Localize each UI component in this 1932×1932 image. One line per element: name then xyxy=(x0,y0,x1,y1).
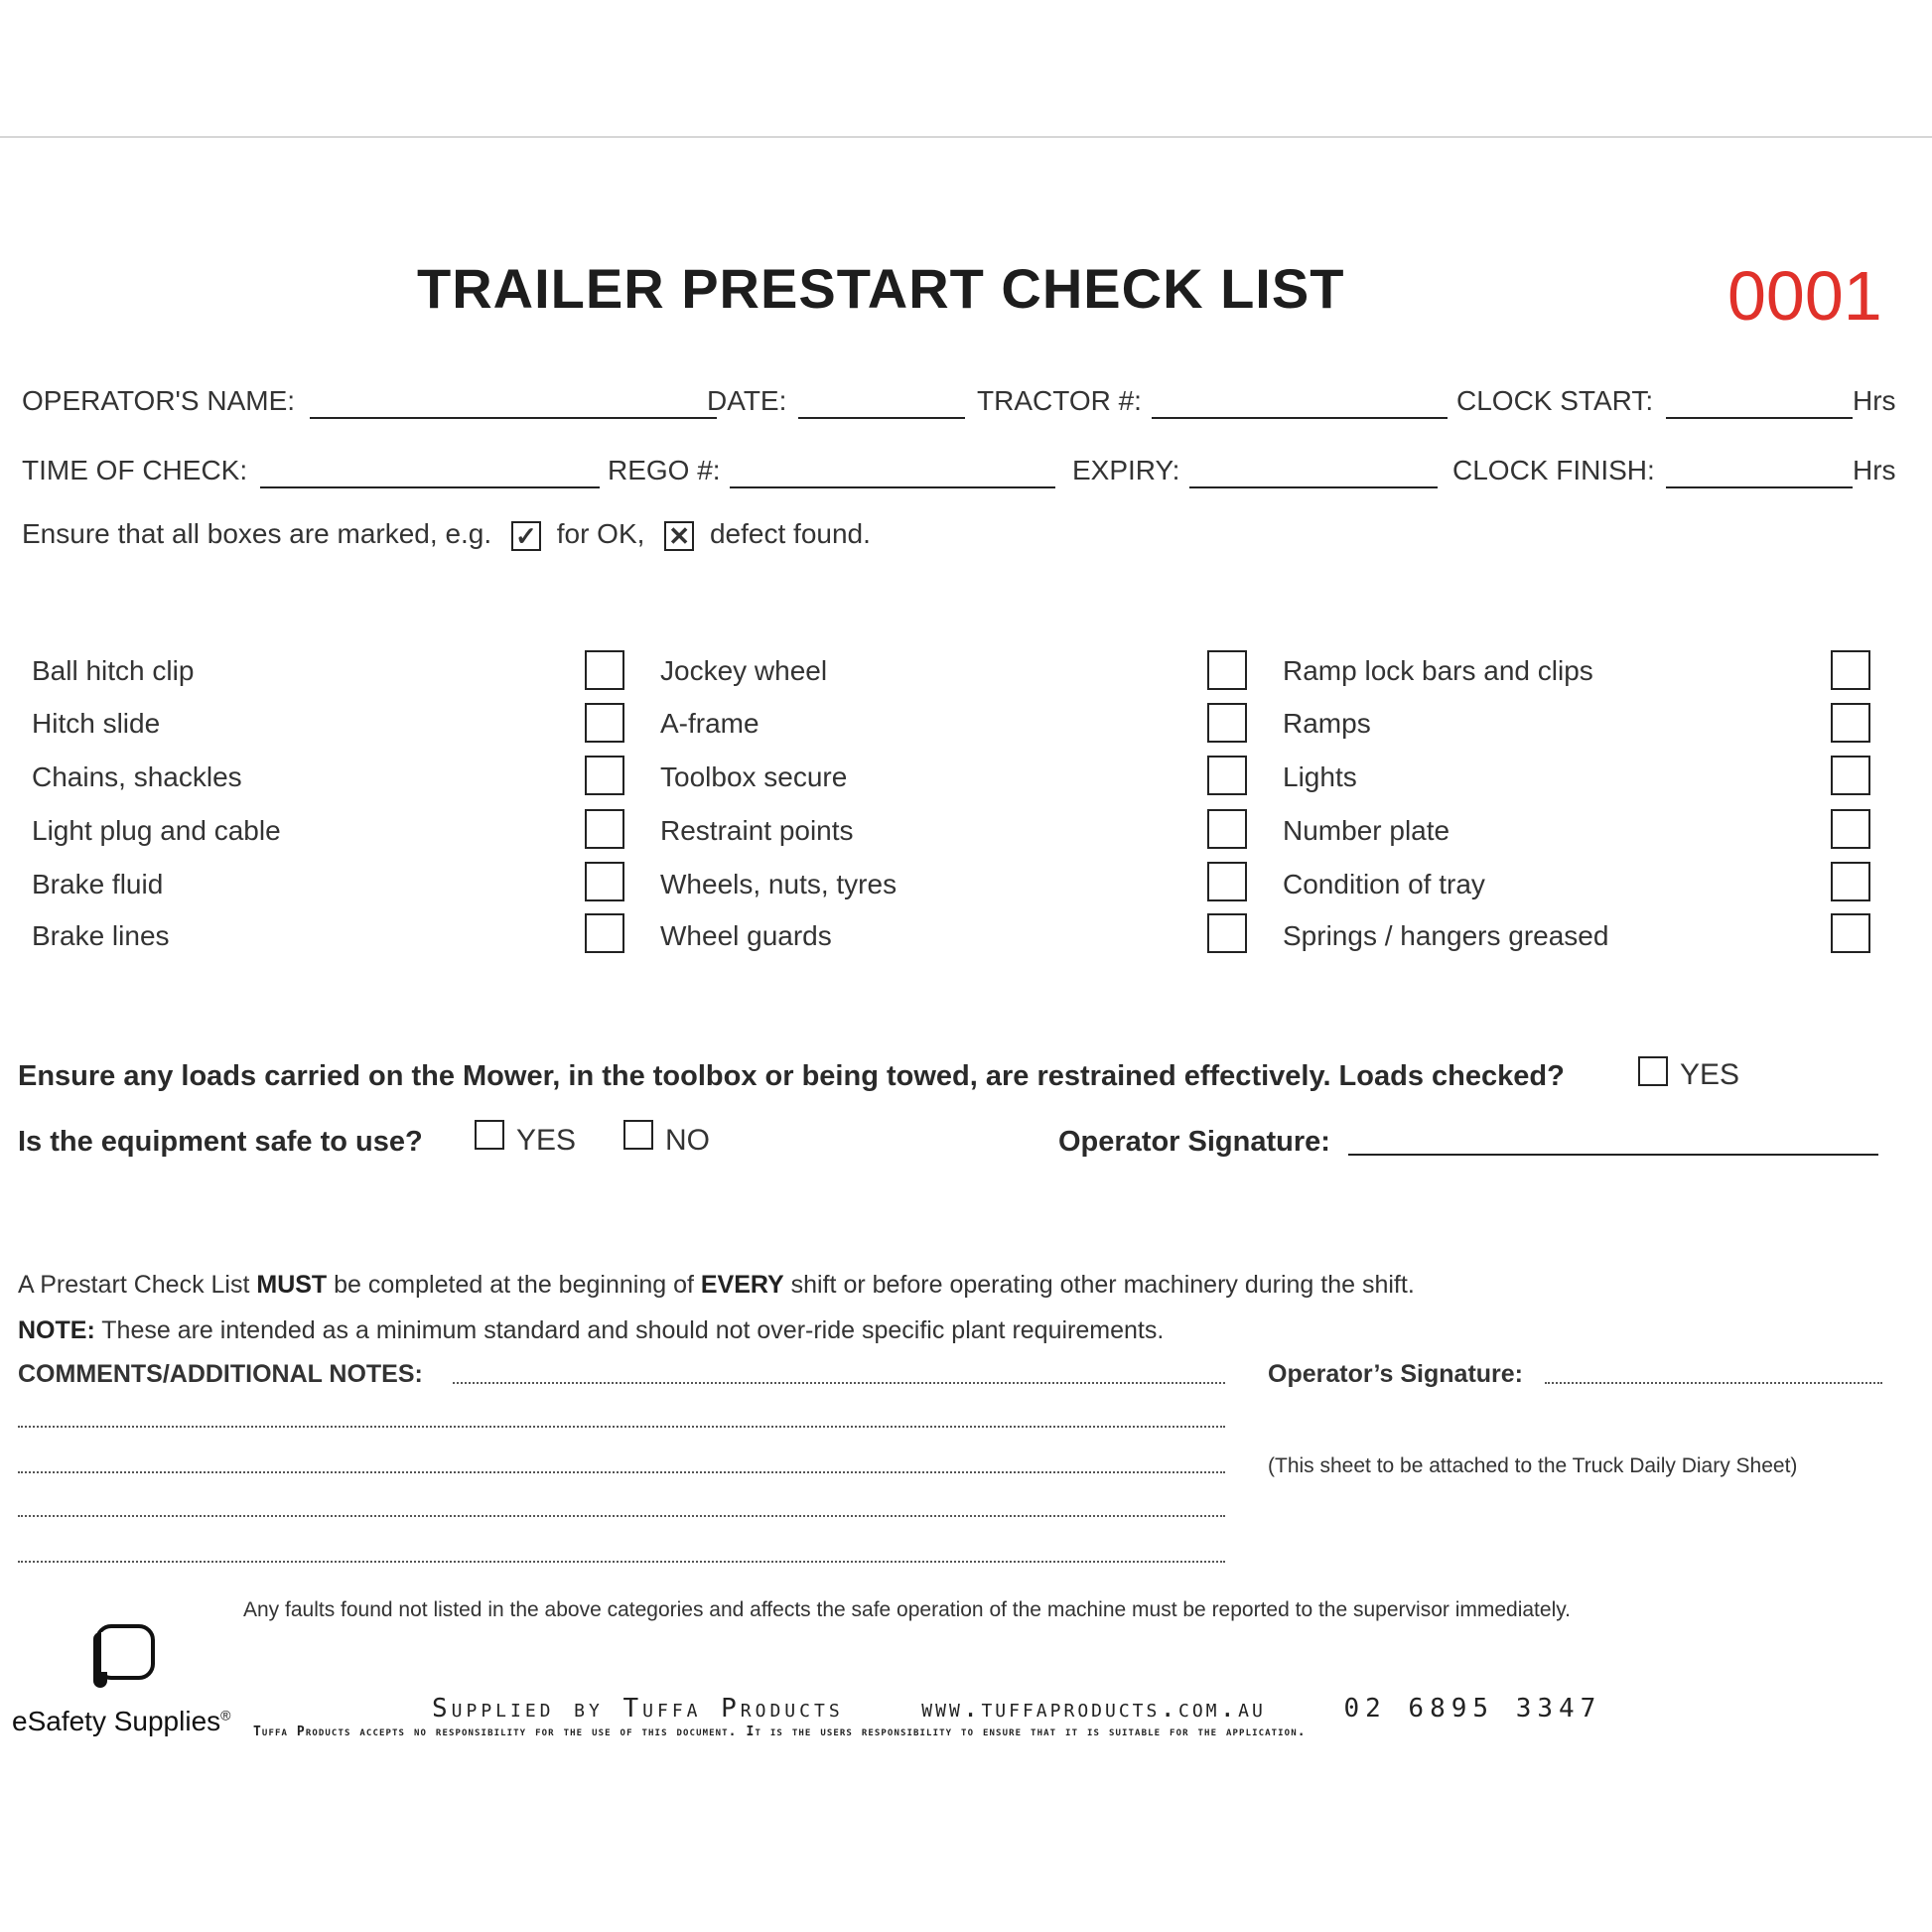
operator-signature-notes-field[interactable] xyxy=(1545,1382,1882,1384)
attach-note: (This sheet to be attached to the Truck Daily Diary Sheet) xyxy=(1268,1454,1798,1477)
ok-text: for OK, xyxy=(556,518,645,549)
checklist-item-label: Ramp lock bars and clips xyxy=(1283,655,1593,686)
brand-name xyxy=(12,1706,230,1737)
checkbox-a-frame[interactable] xyxy=(1207,703,1247,743)
header-fields-row-2 xyxy=(22,455,1908,494)
safety-question: Is the equipment safe to use? xyxy=(18,1126,423,1158)
time-of-check-label: TIME OF CHECK: xyxy=(22,455,248,485)
loads-checked-yes-checkbox[interactable] xyxy=(1638,1056,1668,1086)
checkbox-jockey-wheel[interactable] xyxy=(1207,650,1247,690)
checkbox-restraint-points[interactable] xyxy=(1207,809,1247,849)
comments-line[interactable] xyxy=(18,1471,1225,1473)
note-emphasis: MUST xyxy=(256,1271,328,1299)
tractor-field[interactable] xyxy=(1152,417,1448,419)
checklist-item-label: A-frame xyxy=(660,708,759,739)
tractor-label: TRACTOR #: xyxy=(977,385,1142,416)
top-divider xyxy=(0,136,1932,138)
checklist-item-label: Brake lines xyxy=(32,920,170,951)
safe-no-checkbox[interactable] xyxy=(623,1120,653,1150)
checklist-item-label: Hitch slide xyxy=(32,708,161,739)
faults-note: Any faults found not listed in the above categories and affects the safe operation of the machine must be reported to the supervisor immediately. xyxy=(243,1598,1572,1621)
supplier-line xyxy=(432,1694,1601,1724)
checked-example-icon: ✓ xyxy=(511,521,541,551)
checkbox-hitch-slide[interactable] xyxy=(585,703,624,743)
checkbox-condition-of-tray[interactable] xyxy=(1831,862,1870,901)
expiry-label: EXPIRY: xyxy=(1072,455,1180,485)
checkbox-ramp-lock-bars[interactable] xyxy=(1831,650,1870,690)
hrs-label: Hrs xyxy=(1853,455,1896,485)
checkbox-wheel-guards[interactable] xyxy=(1207,913,1247,953)
header-fields-row-1 xyxy=(22,385,1908,425)
note-text: be completed at the beginning of xyxy=(327,1271,701,1299)
loads-question: Ensure any loads carried on the Mower, in the toolbox or being towed, are restrained effectively. Loads checked? xyxy=(18,1060,1565,1092)
note-emphasis: EVERY xyxy=(700,1271,784,1299)
clock-finish-label: CLOCK FINISH: xyxy=(1452,455,1655,485)
checklist-item-label: Condition of tray xyxy=(1283,869,1485,899)
instruction-text: Ensure that all boxes are marked, e.g. xyxy=(22,518,492,549)
brand-text: eSafety Supplies xyxy=(12,1706,221,1736)
checklist-item-label: Toolbox secure xyxy=(660,761,848,792)
date-field[interactable] xyxy=(798,417,965,419)
checkbox-wheels-nuts-tyres[interactable] xyxy=(1207,862,1247,901)
hrs-label: Hrs xyxy=(1853,385,1896,416)
defect-text: defect found. xyxy=(709,518,871,549)
operator-signature-field[interactable] xyxy=(1348,1154,1878,1156)
instruction-line xyxy=(22,518,871,551)
checkbox-lights[interactable] xyxy=(1831,756,1870,795)
comments-line[interactable] xyxy=(18,1561,1225,1563)
checklist-item-label: Ball hitch clip xyxy=(32,655,195,686)
safe-no-label: NO xyxy=(665,1124,710,1157)
checklist-item-label: Ramps xyxy=(1283,708,1371,739)
checklist-item-label: Restraint points xyxy=(660,815,854,846)
safe-yes-checkbox[interactable] xyxy=(475,1120,504,1150)
checklist-item-label: Springs / hangers greased xyxy=(1283,920,1609,951)
checkbox-ball-hitch-clip[interactable] xyxy=(585,650,624,690)
loads-yes-label: YES xyxy=(1680,1058,1740,1091)
checkbox-springs-hangers-greased[interactable] xyxy=(1831,913,1870,953)
supplier-website: www.tuffaproducts.com.au xyxy=(921,1694,1266,1724)
checkbox-toolbox-secure[interactable] xyxy=(1207,756,1247,795)
checkbox-ramps[interactable] xyxy=(1831,703,1870,743)
checklist-item-label: Wheel guards xyxy=(660,920,832,951)
note-text: A Prestart Check List xyxy=(18,1271,257,1299)
must-complete-note xyxy=(18,1271,1415,1300)
comments-line[interactable] xyxy=(18,1515,1225,1517)
safe-yes-label: YES xyxy=(516,1124,577,1157)
checkbox-light-plug-and-cable[interactable] xyxy=(585,809,624,849)
expiry-field[interactable] xyxy=(1189,486,1438,488)
checklist-item-label: Chains, shackles xyxy=(32,761,242,792)
checkbox-chains-shackles[interactable] xyxy=(585,756,624,795)
clock-start-label: CLOCK START: xyxy=(1456,385,1654,416)
comments-label: COMMENTS/ADDITIONAL NOTES: xyxy=(18,1360,423,1388)
note-heading: NOTE: xyxy=(18,1316,95,1344)
supplier-phone: 02 6895 3347 xyxy=(1343,1694,1602,1724)
time-of-check-field[interactable] xyxy=(260,486,600,488)
note-text: shift or before operating other machinery during the shift. xyxy=(783,1271,1415,1299)
checkbox-brake-fluid[interactable] xyxy=(585,862,624,901)
checklist-item-label: Number plate xyxy=(1283,815,1450,846)
operator-signature-label: Operator Signature: xyxy=(1058,1126,1330,1158)
form-title: TRAILER PRESTART CHECK LIST xyxy=(417,257,1345,320)
operator-name-field[interactable] xyxy=(310,417,717,419)
checklist-item-label: Wheels, nuts, tyres xyxy=(660,869,897,899)
clock-finish-field[interactable] xyxy=(1666,486,1853,488)
rego-label: REGO #: xyxy=(608,455,721,485)
operator-name-label: OPERATOR'S NAME: xyxy=(22,385,296,416)
checkbox-brake-lines[interactable] xyxy=(585,913,624,953)
checklist-item-label: Brake fluid xyxy=(32,869,164,899)
registered-mark: ® xyxy=(220,1707,231,1724)
serial-number: 0001 xyxy=(1727,257,1882,335)
standard-note xyxy=(18,1316,1164,1345)
checklist-item-label: Lights xyxy=(1283,761,1357,792)
comments-line[interactable] xyxy=(453,1382,1225,1384)
date-label: DATE: xyxy=(707,385,787,416)
esafety-logo-icon xyxy=(91,1624,157,1690)
checklist-item-label: Jockey wheel xyxy=(660,655,828,686)
disclaimer: Tuffa Products accepts no responsibility for the use of this document. It is the users responsibility to ensure that it is suitable for the application. xyxy=(253,1725,1307,1739)
clock-start-field[interactable] xyxy=(1666,417,1853,419)
rego-field[interactable] xyxy=(730,486,1055,488)
note-text: These are intended as a minimum standard and should not over-ride specific plant requirements. xyxy=(94,1316,1165,1344)
checkbox-number-plate[interactable] xyxy=(1831,809,1870,849)
operator-signature-notes-label: Operator’s Signature: xyxy=(1268,1360,1523,1388)
comments-line[interactable] xyxy=(18,1426,1225,1428)
defect-example-icon: ✕ xyxy=(664,521,694,551)
checklist-item-label: Light plug and cable xyxy=(32,815,281,846)
supplier-name: Supplied by Tuffa Products xyxy=(432,1694,844,1724)
